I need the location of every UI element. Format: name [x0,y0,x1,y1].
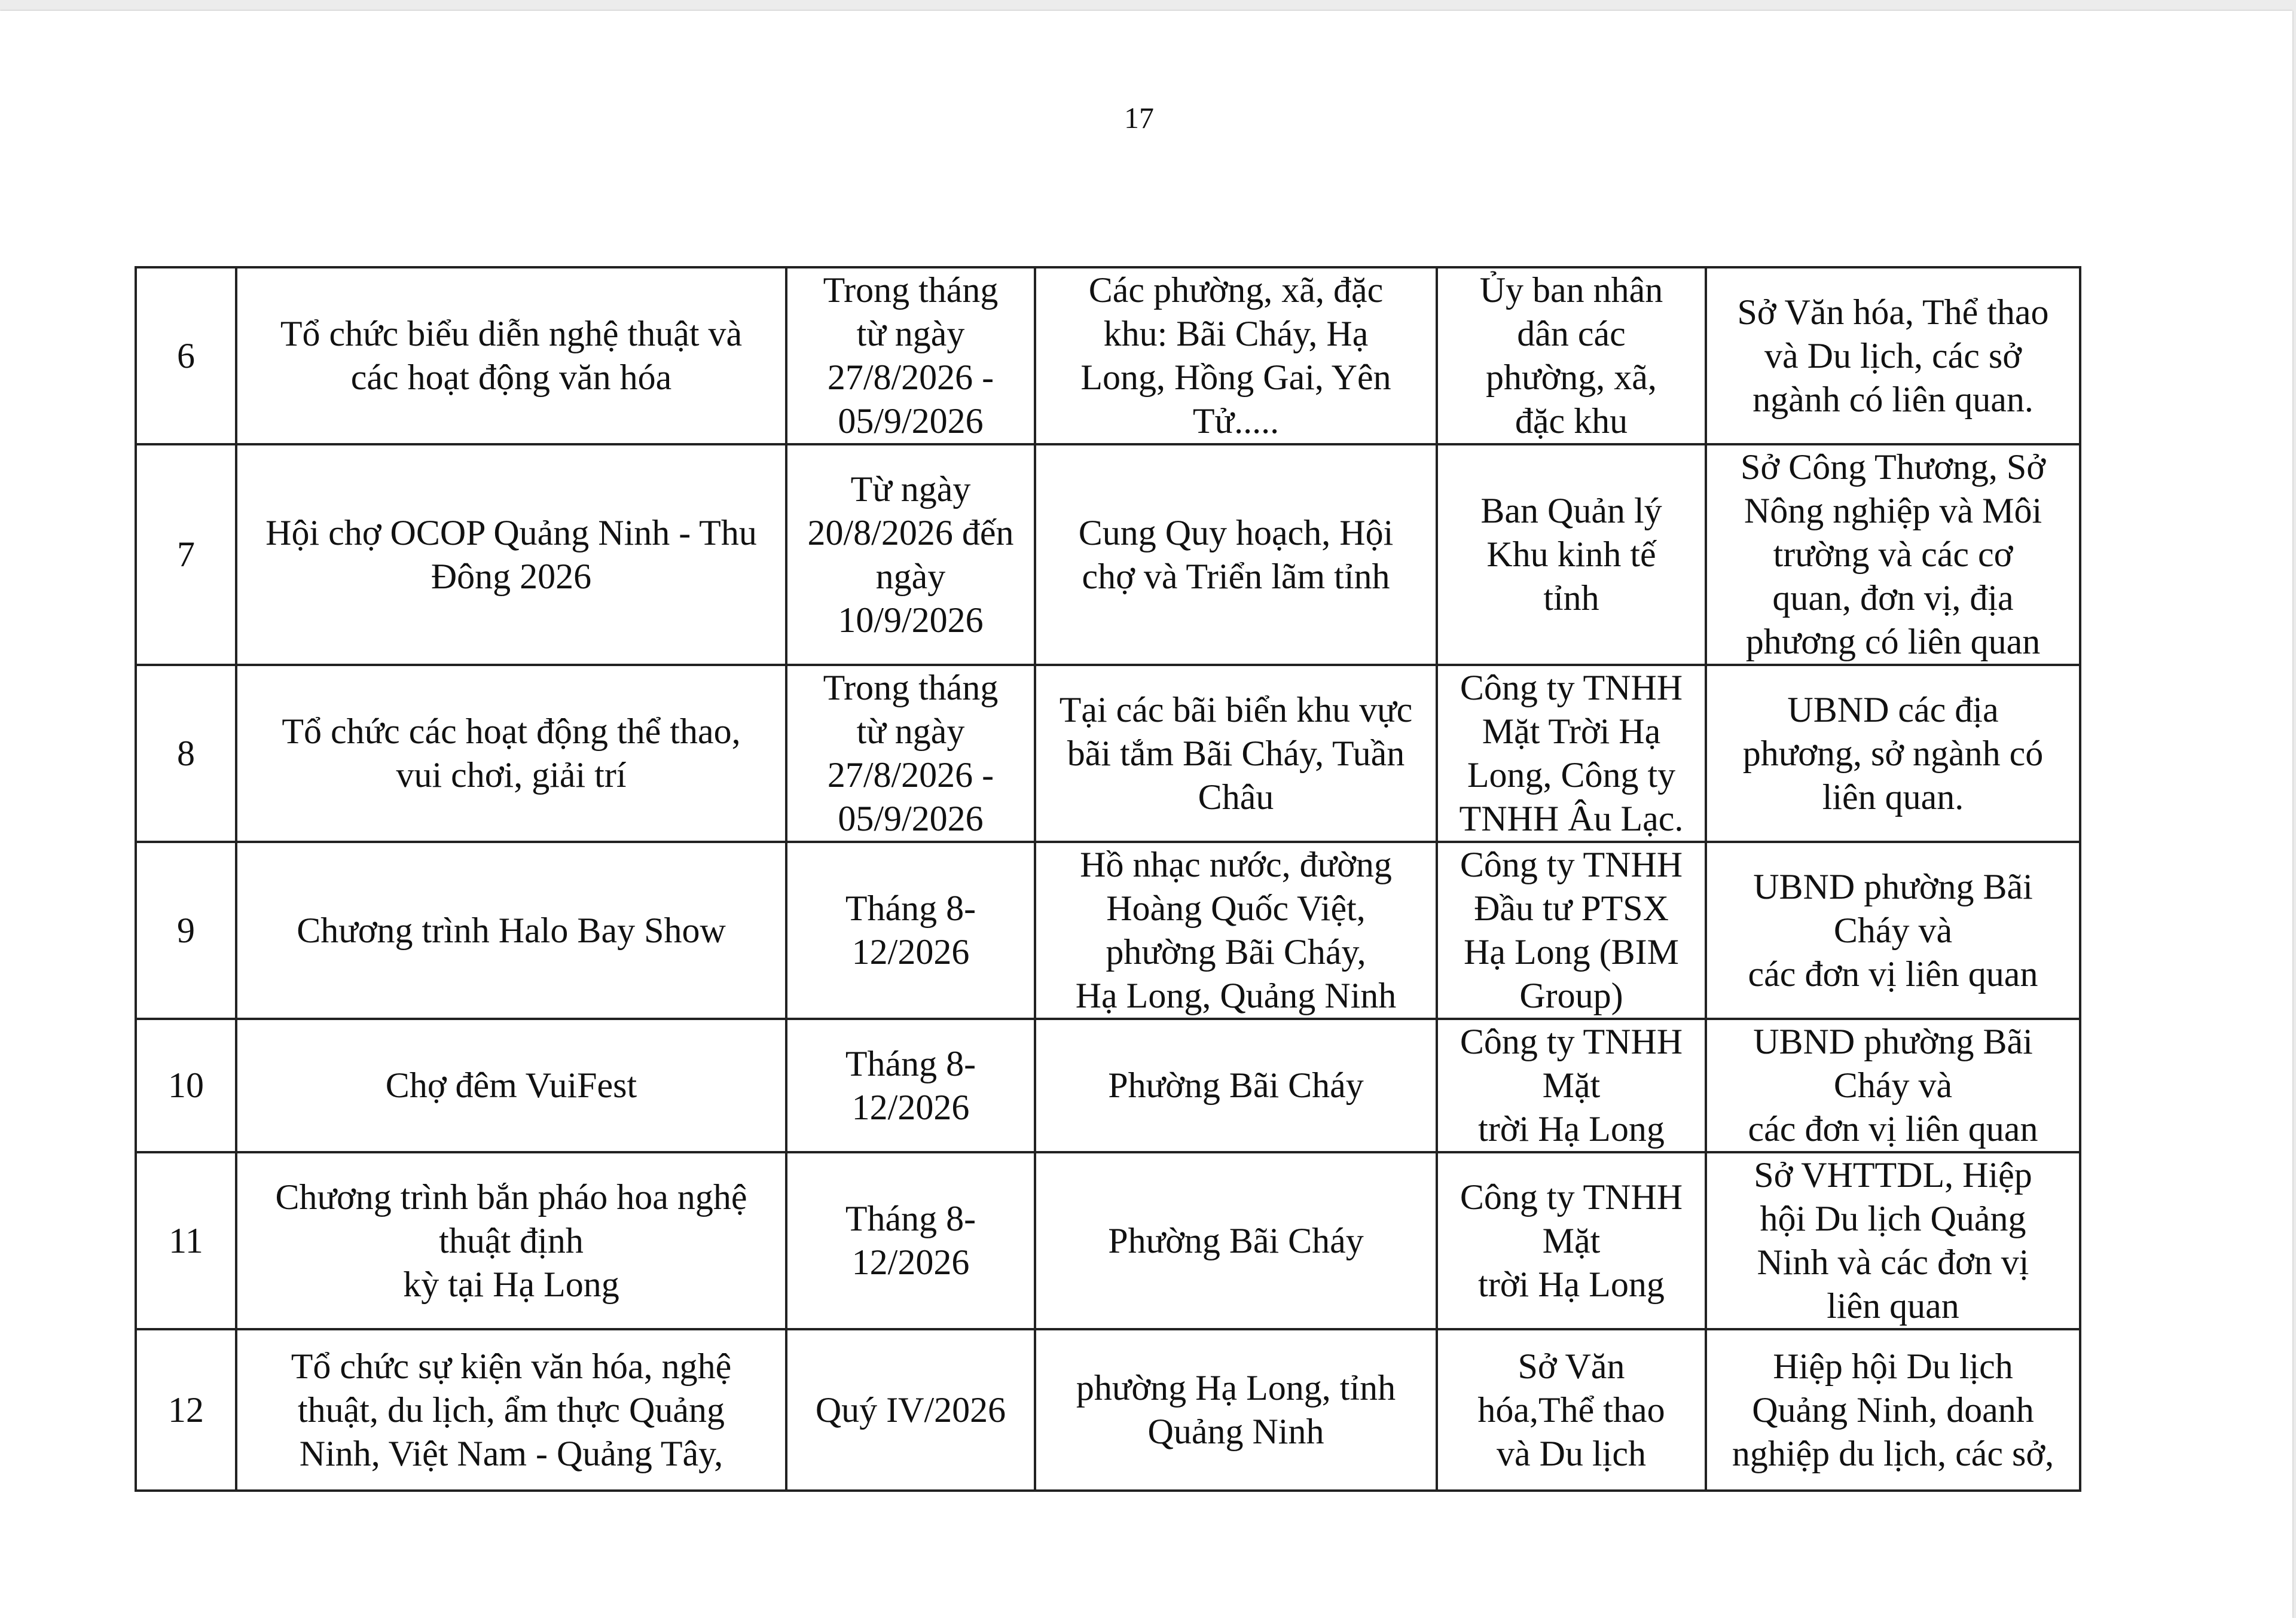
row-number-cell: 8 [136,665,236,842]
activity-table [135,266,2081,1492]
activity-content-cell: Tổ chức biểu diễn nghệ thuật và các hoạt động văn hóa [236,267,786,444]
coordinating-agency-cell: Hiệp hội Du lịch Quảng Ninh, doanh nghiệp du lịch, các sở, [1706,1329,2080,1491]
coordinating-agency-cell: UBND phường Bãi Cháy và các đơn vị liên quan [1706,842,2080,1019]
location-cell: Tại các bãi biển khu vực bãi tắm Bãi Cháy, Tuần Châu [1035,665,1437,842]
page-number: 17 [1124,101,1154,135]
time-cell: Quý IV/2026 [786,1329,1035,1491]
location-cell: phường Hạ Long, tỉnh Quảng Ninh [1035,1329,1437,1491]
table-row [136,665,2080,842]
lead-agency-cell: Công ty TNHH Mặt Trời Hạ Long, Công ty TNHH Âu Lạc. [1437,665,1706,842]
table-row [136,842,2080,1019]
table-row [136,444,2080,665]
activity-content-cell: Chương trình bắn pháo hoa nghệ thuật định kỳ tại Hạ Long [236,1152,786,1329]
row-number-cell: 7 [136,444,236,665]
lead-agency-cell: Công ty TNHH Mặt trời Hạ Long [1437,1152,1706,1329]
table-row [136,1019,2080,1152]
location-cell: Cung Quy hoạch, Hội chợ và Triển lãm tỉnh [1035,444,1437,665]
activity-content-cell: Hội chợ OCOP Quảng Ninh - Thu Đông 2026 [236,444,786,665]
document-page [0,11,2292,1618]
table-row [136,1152,2080,1329]
coordinating-agency-cell: Sở VHTTDL, Hiệp hội Du lịch Quảng Ninh và các đơn vị liên quan [1706,1152,2080,1329]
table-row [136,267,2080,444]
coordinating-agency-cell: UBND phường Bãi Cháy và các đơn vị liên quan [1706,1019,2080,1152]
row-number-cell: 10 [136,1019,236,1152]
activity-content-cell: Chương trình Halo Bay Show [236,842,786,1019]
coordinating-agency-cell: Sở Văn hóa, Thể thao và Du lịch, các sở ngành có liên quan. [1706,267,2080,444]
coordinating-agency-cell: Sở Công Thương, Sở Nông nghiệp và Môi trường và các cơ quan, đơn vị, địa phương có liên quan [1706,444,2080,665]
activity-content-cell: Tổ chức các hoạt động thể thao, vui chơi, giải trí [236,665,786,842]
lead-agency-cell: Công ty TNHH Mặt trời Hạ Long [1437,1019,1706,1152]
activity-content-cell: Tổ chức sự kiện văn hóa, nghệ thuật, du lịch, ẩm thực Quảng Ninh, Việt Nam - Quảng Tây, [236,1329,786,1491]
row-number-cell: 12 [136,1329,236,1491]
time-cell: Trong tháng từ ngày 27/8/2026 - 05/9/2026 [786,665,1035,842]
location-cell: Phường Bãi Cháy [1035,1019,1437,1152]
table-row [136,1329,2080,1491]
time-cell: Từ ngày 20/8/2026 đến ngày 10/9/2026 [786,444,1035,665]
time-cell: Trong tháng từ ngày 27/8/2026 - 05/9/2026 [786,267,1035,444]
row-number-cell: 9 [136,842,236,1019]
row-number-cell: 6 [136,267,236,444]
activity-content-cell: Chợ đêm VuiFest [236,1019,786,1152]
lead-agency-cell: Ban Quản lý Khu kinh tế tỉnh [1437,444,1706,665]
time-cell: Tháng 8- 12/2026 [786,1019,1035,1152]
location-cell: Hồ nhạc nước, đường Hoàng Quốc Việt, phường Bãi Cháy, Hạ Long, Quảng Ninh [1035,842,1437,1019]
lead-agency-cell: Sở Văn hóa,Thể thao và Du lịch [1437,1329,1706,1491]
location-cell: Các phường, xã, đặc khu: Bãi Cháy, Hạ Long, Hồng Gai, Yên Tử..... [1035,267,1437,444]
lead-agency-cell: Công ty TNHH Đầu tư PTSX Hạ Long (BIM Group) [1437,842,1706,1019]
time-cell: Tháng 8- 12/2026 [786,1152,1035,1329]
row-number-cell: 11 [136,1152,236,1329]
time-cell: Tháng 8- 12/2026 [786,842,1035,1019]
coordinating-agency-cell: UBND các địa phương, sở ngành có liên quan. [1706,665,2080,842]
lead-agency-cell: Ủy ban nhân dân các phường, xã, đặc khu [1437,267,1706,444]
location-cell: Phường Bãi Cháy [1035,1152,1437,1329]
